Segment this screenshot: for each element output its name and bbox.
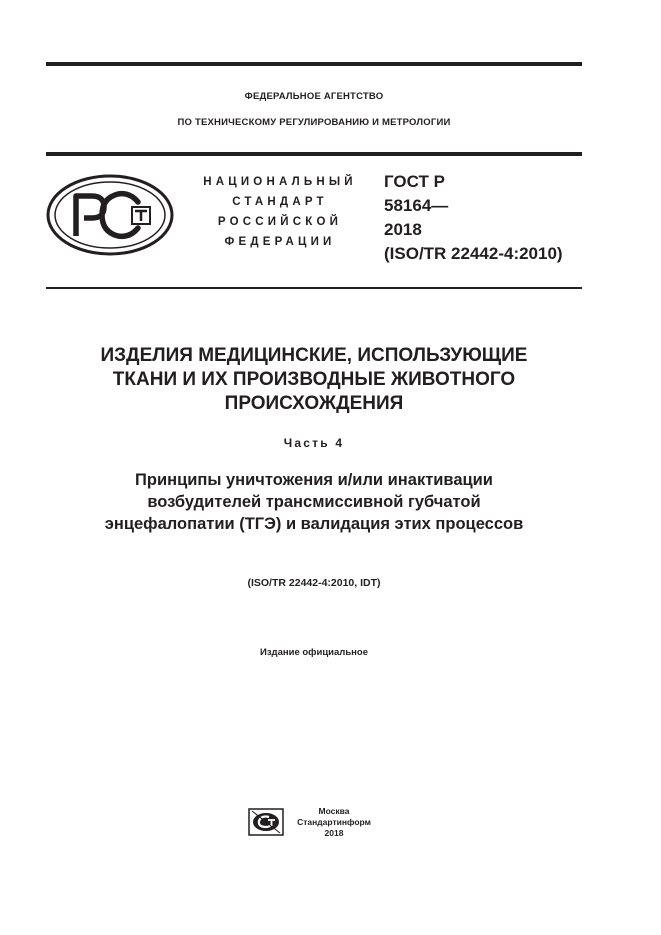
standard-type-line: ФЕДЕРАЦИИ (224, 236, 336, 248)
publisher-city: Москва (318, 806, 350, 816)
code-line: 58164— (384, 196, 449, 215)
title-rule (46, 287, 582, 289)
standard-type-line: НАЦИОНАЛЬНЫЙ (203, 176, 357, 188)
title-line: ИЗДЕЛИЯ МЕДИЦИНСКИЕ, ИСПОЛЬЗУЮЩИЕ (100, 345, 528, 366)
agency-line-2: ПО ТЕХНИЧЕСКОМУ РЕГУЛИРОВАНИЮ И МЕТРОЛОГИИ (177, 117, 451, 128)
top-rule (46, 62, 582, 66)
publisher-info (292, 806, 376, 839)
document-title (46, 344, 582, 416)
standard-code (384, 170, 584, 266)
standard-type-line: СТАНДАРТ (232, 196, 328, 208)
document-subtitle (46, 469, 582, 535)
standard-type-line: РОССИЙСКОЙ (217, 216, 343, 228)
code-line: ГОСТ Р (384, 172, 445, 191)
edition-label: Издание официальное (260, 647, 368, 658)
code-line: (ISO/TR 22442-4:2010) (384, 244, 563, 263)
idt-reference: (ISO/TR 22442-4:2010, IDT) (247, 577, 381, 589)
title-line: ПРОИСХОЖДЕНИЯ (224, 393, 404, 414)
part-label: Часть 4 (283, 436, 345, 450)
code-line: 2018 (384, 220, 422, 239)
subtitle-line: Принципы уничтожения и/или инактивации (135, 471, 493, 489)
title-line: ТКАНИ И ИХ ПРОИЗВОДНЫЕ ЖИВОТНОГО (112, 369, 516, 390)
publisher-name: Стандартинформ (297, 817, 371, 827)
agency-line-1: ФЕДЕРАЛЬНОЕ АГЕНТСТВО (244, 91, 384, 102)
publisher-year: 2018 (324, 828, 344, 838)
standartinform-logo-icon (248, 808, 284, 836)
subtitle-line: энцефалопатии (ТГЭ) и валидация этих процессов (104, 515, 524, 533)
standard-type (196, 172, 364, 252)
subtitle-line: возбудителей трансмиссивной губчатой (147, 493, 481, 511)
gost-r-logo-icon (46, 174, 174, 256)
header-rule (46, 152, 582, 156)
